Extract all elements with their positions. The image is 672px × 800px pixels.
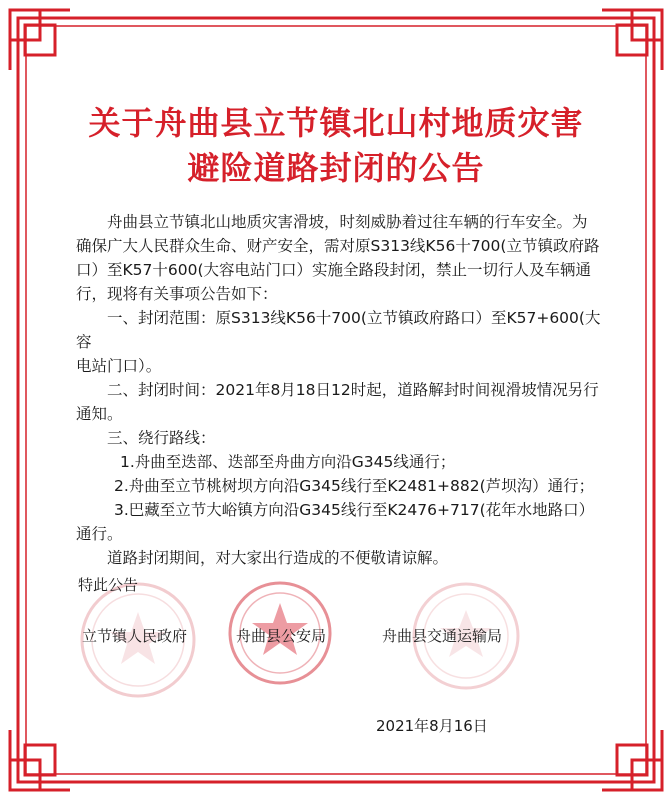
item-closure-time-cont: 通知。 [76, 405, 123, 423]
item-closure-range: 一、封闭范围：原S313线K56十700(立节镇政府路口）至K57+600(大容 [76, 309, 601, 351]
route-item-cont: 通行。 [76, 525, 123, 543]
notice-title-line1: 关于舟曲县立节镇北山村地质灾害 [88, 104, 584, 142]
special-notice-label: 特此公告 [78, 576, 139, 594]
notice-body [76, 210, 606, 570]
signer-public-security-bureau: 舟曲县公安局 [236, 627, 327, 645]
route-item: 2.舟曲至立节桃树坝方向沿G345线行至K2481+882(芦坝沟）通行； [114, 477, 595, 495]
item-closure-range-cont: 电站门口）。 [76, 357, 162, 375]
signer-township-government: 立节镇人民政府 [82, 627, 188, 645]
item-closure-time: 二、封闭时间：2021年8月18日12时起，道路解封时间视滑坡情况另行 [107, 381, 599, 399]
intro-line: 舟曲县立节镇北山地质灾害滑坡，时刻威胁着过往车辆的行车安全。为 [107, 213, 588, 231]
signer-transport-bureau: 舟曲县交通运输局 [382, 627, 503, 645]
intro-line: 口）至K57十600(大容电站门口）实施全路段封闭，禁止一切行人及车辆通 [76, 261, 592, 279]
notice-title-line2: 避险道路封闭的公告 [187, 149, 485, 187]
intro-line: 确保广大人民群众生命、财产安全，需对原S313线K56十700(立节镇政府路 [76, 237, 600, 255]
route-item: 1.舟曲至迭部、迭部至舟曲方向沿G345线通行； [120, 453, 456, 471]
route-item: 3.巴藏至立节大峪镇方向沿G345线行至K2476+717(花年水地路口） [114, 501, 595, 519]
intro-line: 行，现将有关事项公告如下： [76, 285, 278, 303]
closing-sentence: 道路封闭期间，对大家出行造成的不便敬请谅解。 [107, 549, 449, 567]
notice-date: 2021年8月16日 [376, 717, 488, 735]
item-detour-title: 三、绕行路线： [107, 429, 216, 447]
